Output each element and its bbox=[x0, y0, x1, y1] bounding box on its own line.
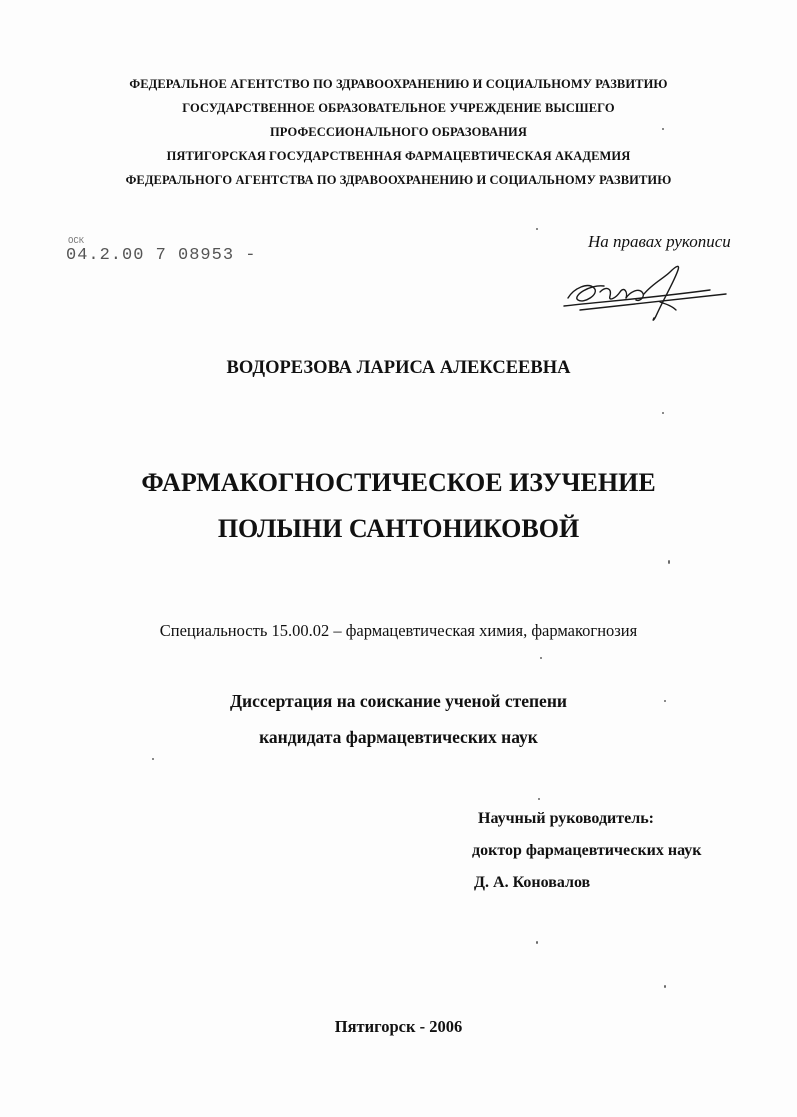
institution-header bbox=[0, 72, 797, 192]
city-and-year: Пятигорск - 2006 bbox=[334, 1017, 463, 1036]
inventory-number-stamp: 04.2.00 7 08953 - bbox=[66, 246, 257, 265]
scan-speck bbox=[536, 941, 538, 944]
title-line-2: ПОЛЫНИ САНТОНИКОВОЙ bbox=[217, 514, 580, 543]
dissertation-title bbox=[0, 460, 797, 552]
supervisor-degree: доктор фармацевтических наук bbox=[472, 842, 702, 859]
header-line-institution: ГОСУДАРСТВЕННОЕ ОБРАЗОВАТЕЛЬНОЕ УЧРЕЖДЕНИЕ ВЫСШЕГО bbox=[182, 101, 615, 115]
scan-speck bbox=[538, 798, 540, 800]
supervisor-info bbox=[472, 803, 702, 899]
degree-line-1: Диссертация на соискание ученой степени bbox=[230, 691, 567, 711]
scan-speck bbox=[662, 412, 664, 414]
title-line-1: ФАРМАКОГНОСТИЧЕСКОЕ ИЗУЧЕНИЕ bbox=[141, 468, 656, 497]
scan-speck bbox=[664, 700, 666, 702]
header-line-agency: ФЕДЕРАЛЬНОЕ АГЕНТСТВО ПО ЗДРАВООХРАНЕНИЮ И СОЦИАЛЬНОМУ РАЗВИТИЮ bbox=[129, 77, 668, 91]
scan-speck bbox=[668, 560, 670, 564]
scan-speck bbox=[540, 657, 542, 659]
handwritten-signature-icon bbox=[560, 258, 730, 328]
supervisor-name: Д. А. Коновалов bbox=[474, 874, 591, 891]
degree-statement bbox=[0, 683, 797, 755]
scan-speck bbox=[664, 985, 666, 988]
manuscript-rights-note: На правах рукописи bbox=[588, 232, 731, 251]
scan-speck bbox=[662, 128, 664, 130]
scan-speck bbox=[152, 758, 154, 760]
header-line-education: ПРОФЕССИОНАЛЬНОГО ОБРАЗОВАНИЯ bbox=[269, 125, 527, 139]
author-name: ВОДОРЕЗОВА ЛАРИСА АЛЕКСЕЕВНА bbox=[226, 358, 571, 378]
specialty-line: Специальность 15.00.02 – фармацевтическая химия, фармакогнозия bbox=[159, 621, 638, 640]
supervisor-label: Научный руководитель: bbox=[478, 810, 654, 827]
scan-speck bbox=[536, 228, 538, 230]
header-line-academy: ПЯТИГОРСКАЯ ГОСУДАРСТВЕННАЯ ФАРМАЦЕВТИЧЕСКАЯ АКАДЕМИЯ bbox=[166, 149, 631, 163]
degree-line-2: кандидата фармацевтических наук bbox=[259, 727, 538, 747]
inventory-prefix: ОСК bbox=[68, 236, 85, 246]
header-line-agency-affiliation: ФЕДЕРАЛЬНОГО АГЕНТСТВА ПО ЗДРАВООХРАНЕНИЮ И СОЦИАЛЬНОМУ РАЗВИТИЮ bbox=[125, 173, 672, 187]
